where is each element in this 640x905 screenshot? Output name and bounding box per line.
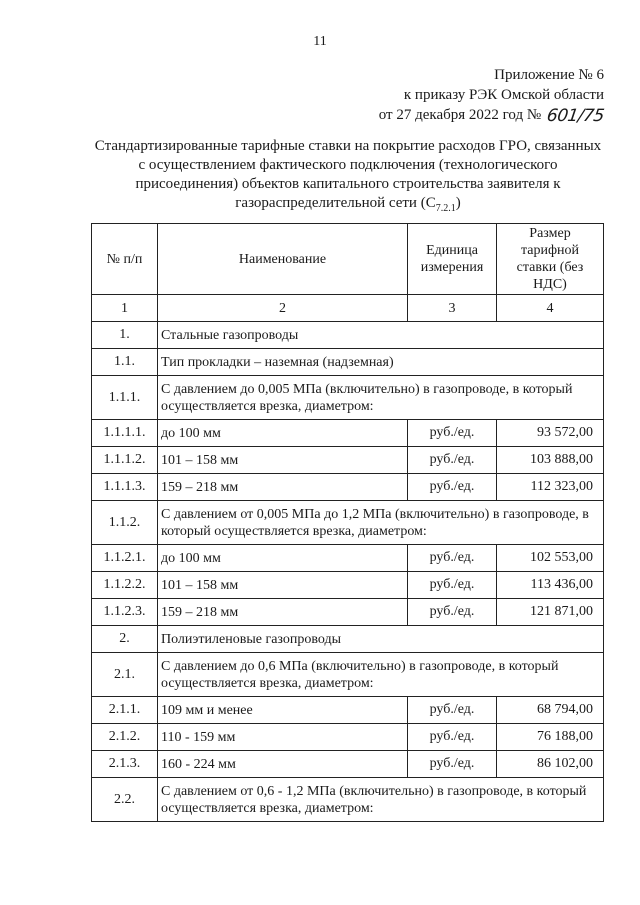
- table-row: [92, 447, 604, 474]
- row-name: 109 мм и менее: [158, 697, 408, 724]
- section-row: [92, 349, 604, 376]
- row-unit: руб./ед.: [408, 751, 497, 778]
- column-number: 1: [92, 295, 158, 322]
- header-unit: Единица измерения: [408, 224, 497, 295]
- title-line-1: Стандартизированные тарифные ставки на покрытие расходов ГРО, связанных: [94, 138, 602, 154]
- row-value: 68 794,00: [497, 697, 604, 724]
- row-name: 101 – 158 мм: [158, 572, 408, 599]
- row-number: 1.1.2.: [92, 501, 158, 545]
- row-unit: руб./ед.: [408, 724, 497, 751]
- row-number: 2.1.: [92, 653, 158, 697]
- section-row: [92, 653, 604, 697]
- table-row: [92, 751, 604, 778]
- row-name: Стальные газопроводы: [158, 322, 604, 349]
- row-name: 101 – 158 мм: [158, 447, 408, 474]
- order-date: от 27 декабря 2022 год №: [378, 107, 542, 123]
- row-number: 1.1.: [92, 349, 158, 376]
- column-numbers-row: [92, 295, 604, 322]
- header-name: Наименование: [158, 224, 408, 295]
- table-row: [92, 724, 604, 751]
- title-line-2: с осуществлением фактического подключения (технологического: [138, 157, 558, 173]
- column-number: 2: [158, 295, 408, 322]
- row-number: 1.1.1.: [92, 376, 158, 420]
- row-name: С давлением от 0,005 МПа до 1,2 МПа (включительно) в газопроводе, в который осуществляется врезка, диаметром:: [158, 501, 604, 545]
- appendix-block: [379, 65, 604, 125]
- row-number: 2.1.3.: [92, 751, 158, 778]
- column-number: 3: [408, 295, 497, 322]
- row-unit: руб./ед.: [408, 697, 497, 724]
- row-unit: руб./ед.: [408, 599, 497, 626]
- header-rate: Размер тарифной ставки (без НДС): [497, 224, 604, 295]
- table-row: [92, 599, 604, 626]
- row-value: 93 572,00: [497, 420, 604, 447]
- row-value: 113 436,00: [497, 572, 604, 599]
- row-name: С давлением до 0,005 МПа (включительно) в газопроводе, в который осуществляется врезка, диаметром:: [158, 376, 604, 420]
- row-number: 2.: [92, 626, 158, 653]
- row-name: до 100 мм: [158, 545, 408, 572]
- title-line-4-close: ): [455, 195, 461, 211]
- section-row: [92, 626, 604, 653]
- row-name: Полиэтиленовые газопроводы: [158, 626, 604, 653]
- title-line-4-text: газораспределительной сети (С: [235, 195, 436, 211]
- section-row: [92, 501, 604, 545]
- row-number: 1.: [92, 322, 158, 349]
- table-row: [92, 697, 604, 724]
- row-number: 1.1.1.3.: [92, 474, 158, 501]
- appendix-line-2: к приказу РЭК Омской области: [403, 87, 604, 103]
- column-number: 4: [497, 295, 604, 322]
- row-unit: руб./ед.: [408, 474, 497, 501]
- row-unit: руб./ед.: [408, 545, 497, 572]
- row-number: 2.1.2.: [92, 724, 158, 751]
- document-title: [92, 137, 604, 218]
- section-row: [92, 778, 604, 822]
- row-number: 1.1.2.2.: [92, 572, 158, 599]
- row-number: 1.1.2.3.: [92, 599, 158, 626]
- title-line-3: присоединения) объектов капитального строительства заявителя к: [135, 176, 561, 192]
- page-number: 11: [313, 34, 327, 49]
- row-number: 1.1.2.1.: [92, 545, 158, 572]
- row-value: 76 188,00: [497, 724, 604, 751]
- row-name: С давлением от 0,6 - 1,2 МПа (включительно) в газопроводе, в который осуществляется врезка, диаметром:: [158, 778, 604, 822]
- row-value: 112 323,00: [497, 474, 604, 501]
- appendix-line-1: Приложение № 6: [494, 67, 604, 83]
- header-num: № п/п: [92, 224, 158, 295]
- section-row: [92, 322, 604, 349]
- appendix-line-3: [379, 105, 604, 125]
- table-row: [92, 474, 604, 501]
- row-value: 102 553,00: [497, 545, 604, 572]
- section-row: [92, 376, 604, 420]
- row-name: до 100 мм: [158, 420, 408, 447]
- row-name: 159 – 218 мм: [158, 474, 408, 501]
- row-number: 1.1.1.1.: [92, 420, 158, 447]
- row-name: Тип прокладки – наземная (надземная): [158, 349, 604, 376]
- table-row: [92, 420, 604, 447]
- row-name: 160 - 224 мм: [158, 751, 408, 778]
- row-number: 2.2.: [92, 778, 158, 822]
- table-row: [92, 545, 604, 572]
- tariff-table: [91, 223, 604, 822]
- row-number: 2.1.1.: [92, 697, 158, 724]
- table-row: [92, 572, 604, 599]
- row-value: 86 102,00: [497, 751, 604, 778]
- row-number: 1.1.1.2.: [92, 447, 158, 474]
- row-value: 121 871,00: [497, 599, 604, 626]
- row-unit: руб./ед.: [408, 572, 497, 599]
- row-value: 103 888,00: [497, 447, 604, 474]
- row-name: 159 – 218 мм: [158, 599, 408, 626]
- table-header-row: [92, 224, 604, 295]
- title-line-4: [92, 194, 604, 218]
- row-name: С давлением до 0,6 МПа (включительно) в газопроводе, в который осуществляется врезка, диаметром:: [158, 653, 604, 697]
- row-unit: руб./ед.: [408, 447, 497, 474]
- handwritten-order-number: 601/75: [545, 106, 606, 126]
- row-unit: руб./ед.: [408, 420, 497, 447]
- title-subscript: 7.2.1: [435, 203, 456, 214]
- row-name: 110 - 159 мм: [158, 724, 408, 751]
